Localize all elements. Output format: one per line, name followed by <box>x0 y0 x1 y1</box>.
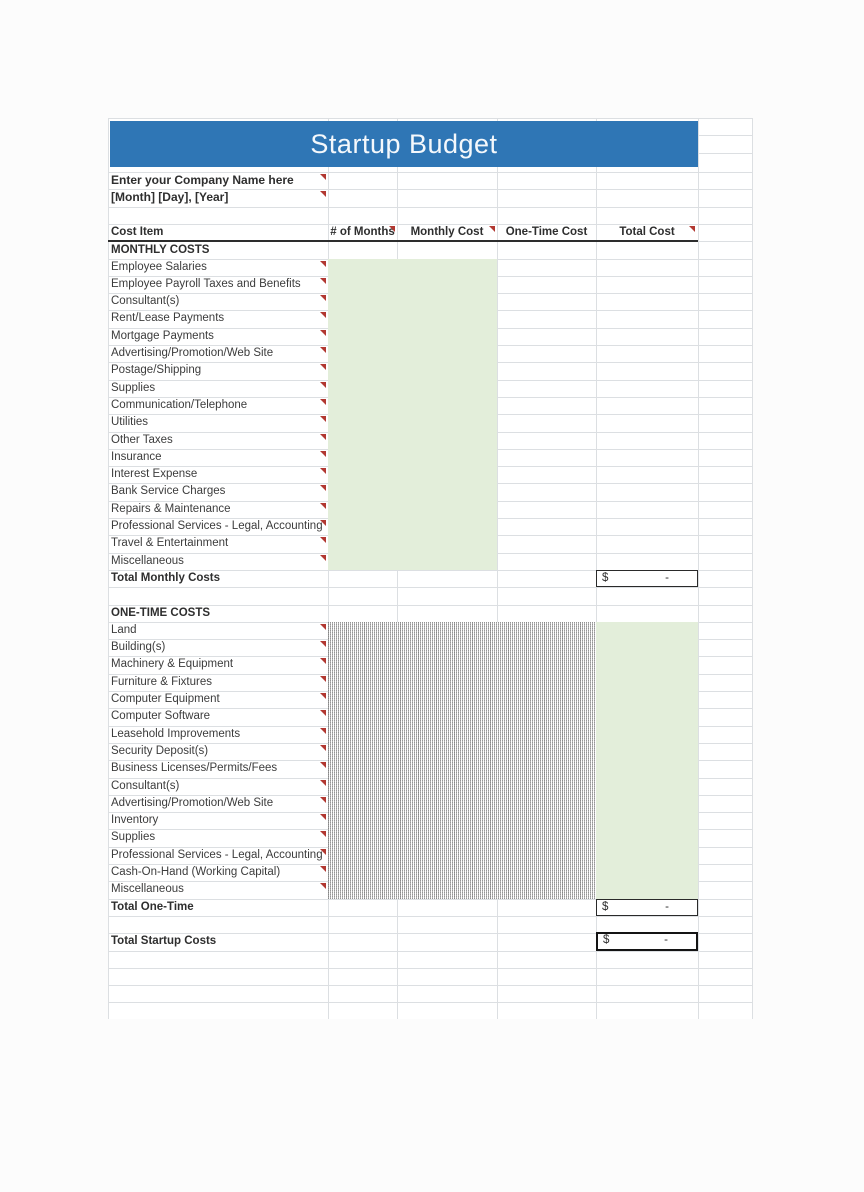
one-time-costs-section-header <box>108 605 753 622</box>
col-header-monthly-cost: Monthly Cost <box>410 226 484 238</box>
cost-item-label: Mortgage Payments <box>111 329 214 342</box>
cost-item-label: Insurance <box>111 450 162 463</box>
comment-indicator-icon <box>320 503 326 509</box>
comment-indicator-icon <box>389 226 395 232</box>
cost-item-label: Security Deposit(s) <box>111 744 209 757</box>
comment-indicator-icon <box>320 261 326 267</box>
title-banner <box>110 121 698 167</box>
cost-item-label: Advertising/Promotion/Web Site <box>111 796 274 809</box>
comment-indicator-icon <box>320 658 326 664</box>
grid-line <box>108 916 753 917</box>
total-startup-costs-cell[interactable] <box>596 932 698 951</box>
comment-indicator-icon <box>320 330 326 336</box>
comment-indicator-icon <box>320 174 326 180</box>
grid-line <box>698 135 753 136</box>
cost-item-label: Business Licenses/Permits/Fees <box>111 762 278 775</box>
grid-line <box>108 1002 753 1003</box>
comment-indicator-icon <box>320 485 326 491</box>
monthly-costs-section-header <box>108 242 753 259</box>
cost-item-label: Building(s) <box>111 641 166 654</box>
cost-item-label: Utilities <box>111 416 149 429</box>
cost-item-label: Advertising/Promotion/Web Site <box>111 347 274 359</box>
comment-indicator-icon <box>320 831 326 837</box>
cost-item-label: Travel & Entertainment <box>111 537 229 550</box>
comment-indicator-icon <box>320 191 326 197</box>
cost-item-label: Other Taxes <box>111 433 173 446</box>
grid-line <box>108 968 753 969</box>
cost-item-label: Repairs & Maintenance <box>111 502 231 515</box>
cost-item-row[interactable] <box>108 449 753 466</box>
cost-item-row[interactable] <box>108 726 753 743</box>
cost-item-row[interactable] <box>108 553 753 570</box>
cost-item-row[interactable] <box>108 380 753 397</box>
cost-item-row[interactable] <box>108 535 753 552</box>
cost-item-label: Miscellaneous <box>111 883 184 896</box>
comment-indicator-icon <box>320 520 326 526</box>
cost-item-row[interactable] <box>108 432 753 449</box>
comment-indicator-icon <box>320 537 326 543</box>
cost-item-row[interactable] <box>108 362 753 379</box>
cost-item-label: Computer Software <box>111 710 211 723</box>
comment-indicator-icon <box>320 641 326 647</box>
cost-item-row[interactable] <box>108 708 753 725</box>
comment-indicator-icon <box>320 710 326 716</box>
cost-item-label: Bank Service Charges <box>111 485 226 498</box>
cost-item-label: Professional Services - Legal, Accounting <box>111 848 323 861</box>
grid-line <box>108 985 753 986</box>
comment-indicator-icon <box>320 451 326 457</box>
cost-item-row[interactable] <box>108 414 753 431</box>
cost-item-label: Inventory <box>111 814 159 827</box>
cost-item-label: Miscellaneous <box>111 554 184 567</box>
date-prompt: [Month] [Day], [Year] <box>111 190 229 204</box>
comment-indicator-icon <box>320 797 326 803</box>
comment-indicator-icon <box>320 780 326 786</box>
cost-item-row[interactable] <box>108 812 753 829</box>
comment-indicator-icon <box>320 434 326 440</box>
cost-item-label: Supplies <box>111 831 156 844</box>
grid-line <box>108 207 753 208</box>
total-value: - <box>664 934 668 946</box>
comment-indicator-icon <box>320 866 326 872</box>
cost-item-row[interactable] <box>108 310 753 327</box>
cost-item-label: Computer Equipment <box>111 693 220 705</box>
currency-symbol: $ <box>603 934 610 946</box>
cost-item-row[interactable] <box>108 345 753 362</box>
cost-item-label: Communication/Telephone <box>111 398 248 411</box>
cost-item-row[interactable] <box>108 483 753 500</box>
cost-item-row[interactable] <box>108 622 753 639</box>
comment-indicator-icon <box>320 278 326 284</box>
comment-indicator-icon <box>320 555 326 561</box>
comment-indicator-icon <box>320 849 326 855</box>
cost-item-row[interactable] <box>108 795 753 812</box>
comment-indicator-icon <box>689 226 695 232</box>
cost-item-label: Interest Expense <box>111 468 198 481</box>
comment-indicator-icon <box>320 312 326 318</box>
total-value: - <box>665 572 669 584</box>
cost-item-row[interactable] <box>108 847 753 864</box>
total-label: Total One-Time <box>111 901 194 913</box>
cost-item-row[interactable] <box>108 276 753 293</box>
grid-line <box>108 587 753 588</box>
currency-symbol: $ <box>602 901 609 913</box>
cost-item-row[interactable] <box>108 501 753 518</box>
cost-item-row[interactable] <box>108 639 753 656</box>
col-header-cost-item: Cost Item <box>111 226 164 238</box>
total-label: Total Startup Costs <box>111 935 217 947</box>
total-label: Total Monthly Costs <box>111 572 221 584</box>
cost-item-row[interactable] <box>108 881 753 898</box>
section-label: MONTHLY COSTS <box>111 244 210 256</box>
grid-line <box>108 118 753 119</box>
cost-item-label: Machinery & Equipment <box>111 658 234 671</box>
comment-indicator-icon <box>320 468 326 474</box>
grid-line <box>698 153 753 154</box>
comment-indicator-icon <box>320 416 326 422</box>
page-title: Startup Budget <box>310 128 498 159</box>
cost-item-row[interactable] <box>108 518 753 535</box>
date-cell[interactable] <box>108 189 753 206</box>
cost-item-label: Furniture & Fixtures <box>111 675 212 688</box>
col-header-months: # of Months <box>330 226 395 238</box>
total-one-time-cell[interactable] <box>596 899 698 916</box>
cost-item-row[interactable] <box>108 397 753 414</box>
cost-item-row[interactable] <box>108 864 753 881</box>
cost-item-row[interactable] <box>108 259 753 276</box>
comment-indicator-icon <box>320 676 326 682</box>
cost-item-label: Land <box>111 623 137 636</box>
company-name-cell[interactable] <box>108 172 753 189</box>
total-value: - <box>665 901 669 913</box>
comment-indicator-icon <box>320 762 326 768</box>
comment-indicator-icon <box>320 745 326 751</box>
cost-item-label: Employee Payroll Taxes and Benefits <box>111 277 301 290</box>
cost-item-label: Consultant(s) <box>111 295 180 308</box>
cost-item-label: Leasehold Improvements <box>111 727 241 740</box>
cost-item-label: Cash-On-Hand (Working Capital) <box>111 866 281 878</box>
cost-item-row[interactable] <box>108 829 753 846</box>
column-header-row <box>108 224 753 241</box>
comment-indicator-icon <box>320 883 326 889</box>
comment-indicator-icon <box>320 399 326 405</box>
col-header-total-cost: Total Cost <box>619 226 675 238</box>
company-name-prompt: Enter your Company Name here <box>111 173 294 187</box>
comment-indicator-icon <box>320 693 326 699</box>
comment-indicator-icon <box>320 295 326 301</box>
section-label: ONE-TIME COSTS <box>111 607 211 619</box>
comment-indicator-icon <box>320 364 326 370</box>
col-header-one-time-cost: One-Time Cost <box>505 226 588 238</box>
comment-indicator-icon <box>320 382 326 388</box>
cost-item-label: Postage/Shipping <box>111 364 202 377</box>
comment-indicator-icon <box>320 624 326 630</box>
total-monthly-costs-cell[interactable] <box>596 570 698 587</box>
cost-item-row[interactable] <box>108 674 753 691</box>
comment-indicator-icon <box>320 347 326 353</box>
cost-item-row[interactable] <box>108 328 753 345</box>
cost-item-row[interactable] <box>108 293 753 310</box>
currency-symbol: $ <box>602 572 609 584</box>
cost-item-row[interactable] <box>108 760 753 777</box>
cost-item-row[interactable] <box>108 691 753 708</box>
cost-item-label: Professional Services - Legal, Accounting <box>111 520 323 532</box>
cost-item-row[interactable] <box>108 778 753 795</box>
cost-item-row[interactable] <box>108 743 753 760</box>
cost-item-label: Consultant(s) <box>111 779 180 792</box>
cost-item-label: Employee Salaries <box>111 260 207 273</box>
cost-item-row[interactable] <box>108 466 753 483</box>
cost-item-row[interactable] <box>108 656 753 673</box>
cost-item-label: Rent/Lease Payments <box>111 312 225 325</box>
comment-indicator-icon <box>489 226 495 232</box>
comment-indicator-icon <box>320 728 326 734</box>
spreadsheet <box>108 118 753 1019</box>
comment-indicator-icon <box>320 814 326 820</box>
cost-item-label: Supplies <box>111 381 156 394</box>
